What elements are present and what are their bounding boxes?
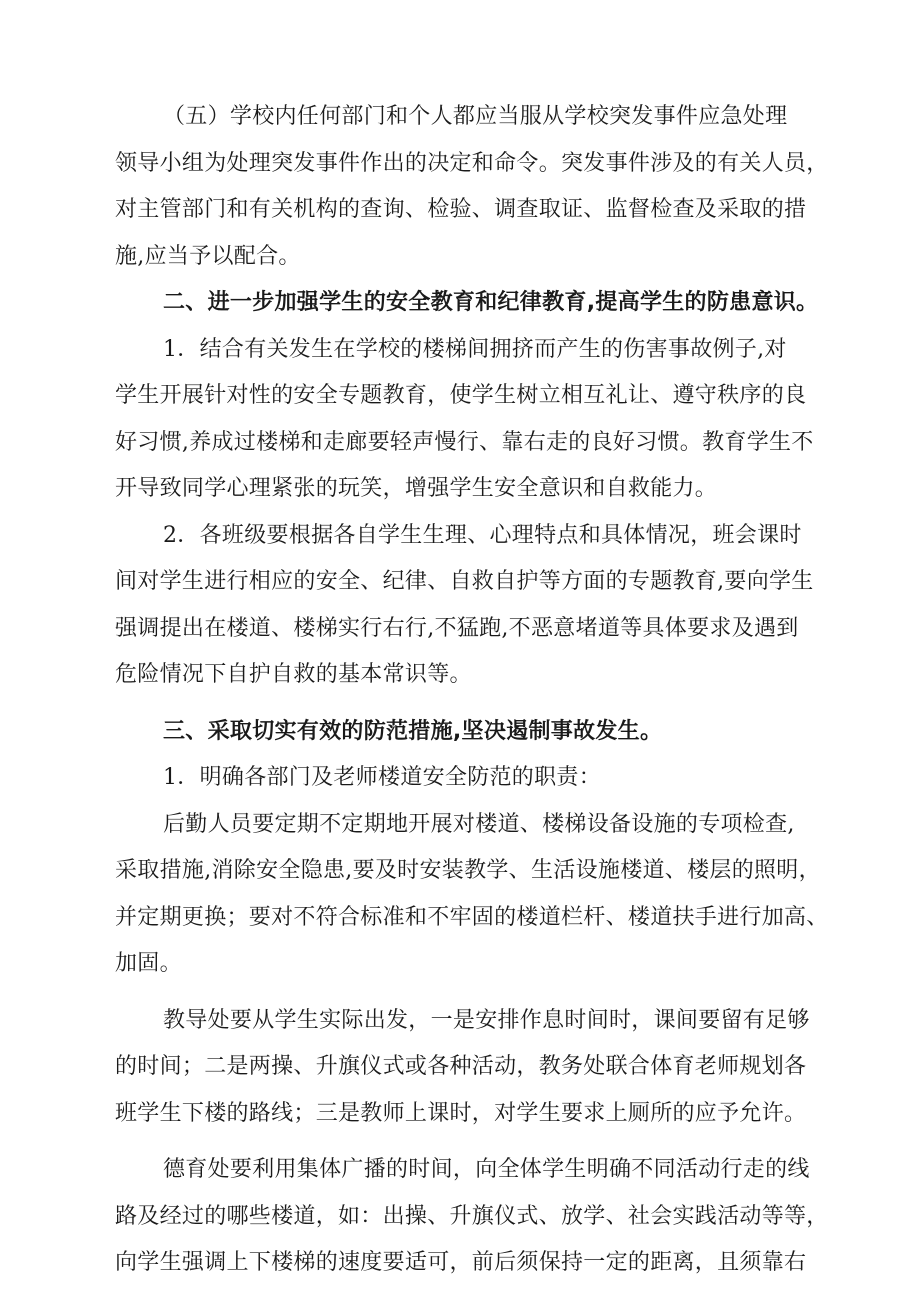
paragraph-line: 向学生强调上下楼梯的速度要适可，前后须保持一定的距离，且须靠右 <box>115 1250 807 1275</box>
paragraph-line: 2．各班级要根据各自学生生理、心理特点和具体情况，班会课时 <box>163 522 802 548</box>
paragraph-line: 间对学生进行相应的安全、纪律、自救自护等方面的专题教育,要向学生 <box>115 569 814 594</box>
paragraph-line: 开导致同学心理紧张的玩笑，增强学生安全意识和自救能力。 <box>115 476 718 501</box>
section-heading: 三、采取切实有效的防范措施,坚决遏制事故发生。 <box>163 718 663 744</box>
paragraph-line: 对主管部门和有关机构的查询、检验、调查取证、监督检查及采取的措 <box>115 197 807 222</box>
paragraph-line: 危险情况下自护自救的基本常识等。 <box>115 662 472 687</box>
paragraph-line: 采取措施,消除安全隐患,要及时安装教学、生活设施楼道、楼层的照明， <box>115 858 821 883</box>
paragraph-line: 1．明确各部门及老师楼道安全防范的职责： <box>163 765 601 790</box>
paragraph-line: 加固。 <box>115 951 182 976</box>
paragraph-line: 德育处要利用集体广播的时间，向全体学生明确不同活动行走的线 <box>163 1157 810 1182</box>
spacer <box>115 1137 840 1147</box>
paragraph-line: 好习惯,养成过楼梯和走廊要轻声慢行、靠右走的良好习惯。教育学生不 <box>115 429 814 455</box>
section-heading: 二、进一步加强学生的安全教育和纪律教育,提高学生的防患意识。 <box>163 290 819 315</box>
paragraph-line: 后勤人员要定期不定期地开展对楼道、楼梯设备设施的专项检查, <box>163 811 795 837</box>
paragraph-line: 学生开展针对性的安全专题教育，使学生树立相互礼让、遵守秩序的良 <box>115 383 807 408</box>
paragraph-line: 教导处要从学生实际出发，一是安排作息时间时，课间要留有足够 <box>163 1007 810 1033</box>
paragraph-line: 并定期更换；要对不符合标准和不牢固的楼道栏杆、楼道扶手进行加高、 <box>115 904 829 930</box>
paragraph-line: 路及经过的哪些楼道，如：出操、升旗仪式、放学、社会实践活动等等， <box>115 1203 829 1229</box>
paragraph-line: 1．结合有关发生在学校的楼梯间拥挤而产生的伤害事故例子,对 <box>163 336 787 362</box>
paragraph-line: （五）学校内任何部门和个人都应当服从学校突发事件应急处理 <box>163 104 788 129</box>
paragraph-line: 施,应当予以配合。 <box>115 243 301 269</box>
paragraph-line: 班学生下楼的路线；三是教师上课时，对学生要求上厕所的应予允许。 <box>115 1100 807 1126</box>
paragraph-line: 领导小组为处理突发事件作出的决定和命令。突发事件涉及的有关人员， <box>115 150 829 176</box>
spacer <box>115 699 840 709</box>
document-body <box>115 94 840 1287</box>
spacer <box>115 988 840 998</box>
paragraph-line: 强调提出在楼道、楼梯实行右行,不猛跑,不恶意堵道等具体要求及遇到 <box>115 615 799 641</box>
paragraph-line: 的时间；二是两操、升旗仪式或各种活动，教务处联合体育老师规划各 <box>115 1054 807 1079</box>
